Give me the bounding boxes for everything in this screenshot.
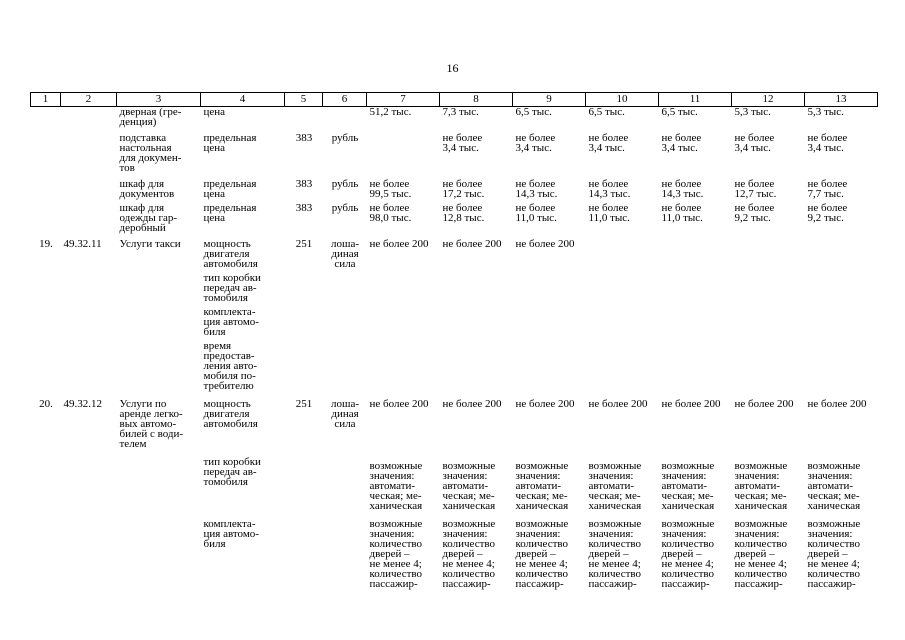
cell-c3 bbox=[117, 303, 201, 337]
cell-c6: рубль bbox=[331, 178, 359, 190]
cell-c4: мощность двигателя автомобиля bbox=[203, 238, 258, 270]
cell-value-12: не более 12,7 тыс. bbox=[734, 178, 777, 200]
cell-value-11: возможные значения: количество дверей – не менее 4; количество пассажир- bbox=[661, 518, 715, 590]
cell-value-8: 7,3 тыс. bbox=[442, 106, 479, 118]
cell-value-13 bbox=[805, 233, 878, 269]
table-row bbox=[31, 173, 878, 199]
requirements-table bbox=[30, 92, 878, 589]
cell-c2 bbox=[61, 303, 117, 337]
cell-c3 bbox=[117, 511, 201, 589]
header-cell-1: 1 bbox=[31, 93, 61, 107]
cell-value-7: не более 200 bbox=[369, 238, 429, 250]
cell-value-8: не более 12,8 тыс. bbox=[442, 202, 485, 224]
table-row bbox=[31, 107, 878, 128]
cell-c3: шкаф для одежды гар- деробный bbox=[119, 202, 178, 234]
cell-c3: Услуги такси bbox=[119, 238, 181, 250]
cell-value-9: не более 200 bbox=[515, 398, 575, 410]
cell-value-12 bbox=[732, 303, 805, 337]
cell-c1 bbox=[31, 303, 61, 337]
cell-value-8 bbox=[440, 303, 513, 337]
cell-value-10 bbox=[586, 233, 659, 269]
cell-value-8: не более 200 bbox=[442, 238, 502, 250]
cell-c6 bbox=[323, 107, 367, 128]
cell-c2 bbox=[61, 511, 117, 589]
cell-value-7 bbox=[367, 269, 440, 303]
cell-c6 bbox=[323, 337, 367, 391]
cell-value-9 bbox=[513, 303, 586, 337]
cell-c6: рубль bbox=[331, 202, 359, 214]
header-cell-2: 2 bbox=[61, 93, 117, 107]
cell-c2 bbox=[61, 449, 117, 511]
cell-c6 bbox=[323, 269, 367, 303]
cell-value-9: возможные значения: количество дверей – не менее 4; количество пассажир- bbox=[515, 518, 569, 590]
cell-c4: цена bbox=[203, 106, 226, 118]
cell-value-7: не более 200 bbox=[369, 398, 429, 410]
cell-value-8 bbox=[440, 337, 513, 391]
cell-value-12: 5,3 тыс. bbox=[734, 106, 771, 118]
cell-c2 bbox=[61, 269, 117, 303]
header-cell-7: 7 bbox=[367, 93, 440, 107]
cell-c5: 251 bbox=[295, 238, 313, 250]
cell-value-11 bbox=[659, 337, 732, 391]
cell-value-7: не более 98,0 тыс. bbox=[369, 202, 412, 224]
header-cell-10: 10 bbox=[586, 93, 659, 107]
header-cell-5: 5 bbox=[285, 93, 323, 107]
cell-value-12 bbox=[732, 337, 805, 391]
cell-value-12: возможные значения: количество дверей – не менее 4; количество пассажир- bbox=[734, 518, 788, 590]
cell-c1 bbox=[31, 511, 61, 589]
cell-value-9: возможные значения: автомати- ческая; ме- ханическая bbox=[515, 460, 569, 512]
cell-c6 bbox=[323, 511, 367, 589]
cell-c1 bbox=[31, 127, 61, 173]
table-row bbox=[31, 269, 878, 303]
cell-value-8: не более 3,4 тыс. bbox=[442, 132, 483, 154]
cell-c2 bbox=[61, 173, 117, 199]
cell-value-8: возможные значения: автомати- ческая; ме- ханическая bbox=[442, 460, 496, 512]
cell-c1 bbox=[31, 199, 61, 233]
cell-value-10: не более 14,3 тыс. bbox=[588, 178, 631, 200]
cell-c3: подставка настольная для докумен- тов bbox=[119, 132, 182, 174]
cell-value-9: не более 200 bbox=[515, 238, 575, 250]
cell-c3: Услуги по аренде легко- вых автомо- билей с води- телем bbox=[119, 398, 184, 450]
cell-c2: 49.32.11 bbox=[63, 238, 102, 250]
table-row bbox=[31, 391, 878, 449]
cell-c1 bbox=[31, 107, 61, 128]
cell-c5 bbox=[285, 303, 323, 337]
cell-value-11: не более 3,4 тыс. bbox=[661, 132, 702, 154]
cell-value-7: возможные значения: автомати- ческая; ме- ханическая bbox=[369, 460, 423, 512]
cell-value-9: 6,5 тыс. bbox=[515, 106, 552, 118]
cell-value-13: не более 3,4 тыс. bbox=[807, 132, 848, 154]
cell-value-11: не более 11,0 тыс. bbox=[661, 202, 703, 224]
cell-value-8 bbox=[440, 269, 513, 303]
cell-c2 bbox=[61, 337, 117, 391]
cell-c4: мощность двигателя автомобиля bbox=[203, 398, 258, 430]
header-cell-3: 3 bbox=[117, 93, 201, 107]
cell-c3: дверная (гре- денция) bbox=[119, 106, 182, 128]
cell-value-8: не более 17,2 тыс. bbox=[442, 178, 485, 200]
cell-value-11: не более 14,3 тыс. bbox=[661, 178, 704, 200]
cell-c3 bbox=[117, 269, 201, 303]
header-row bbox=[31, 93, 878, 107]
cell-value-7: не более 99,5 тыс. bbox=[369, 178, 412, 200]
header-cell-9: 9 bbox=[513, 93, 586, 107]
cell-value-12: возможные значения: автомати- ческая; ме- ханическая bbox=[734, 460, 788, 512]
cell-c4: комплекта- ция автомо- биля bbox=[203, 518, 259, 550]
cell-c5 bbox=[285, 449, 323, 511]
cell-value-13: не более 200 bbox=[807, 398, 867, 410]
table-row bbox=[31, 233, 878, 269]
cell-value-9: не более 14,3 тыс. bbox=[515, 178, 558, 200]
cell-value-10: не более 11,0 тыс. bbox=[588, 202, 630, 224]
cell-value-7 bbox=[367, 303, 440, 337]
cell-c5: 383 bbox=[295, 178, 313, 190]
cell-c1 bbox=[31, 173, 61, 199]
cell-c2: 49.32.12 bbox=[63, 398, 102, 410]
cell-value-11: возможные значения: автомати- ческая; ме- ханическая bbox=[661, 460, 715, 512]
header-cell-6: 6 bbox=[323, 93, 367, 107]
cell-value-13 bbox=[805, 269, 878, 303]
cell-value-12 bbox=[732, 269, 805, 303]
cell-c6: лоша- диная сила bbox=[330, 238, 359, 270]
header-cell-13: 13 bbox=[805, 93, 878, 107]
cell-value-9 bbox=[513, 337, 586, 391]
cell-value-10 bbox=[586, 269, 659, 303]
cell-value-9 bbox=[513, 269, 586, 303]
cell-value-11 bbox=[659, 303, 732, 337]
cell-c4: тип коробки передач ав- томобиля bbox=[203, 272, 261, 304]
cell-c5 bbox=[285, 511, 323, 589]
cell-value-12 bbox=[732, 233, 805, 269]
cell-c1: 20. bbox=[39, 398, 53, 410]
cell-value-8: возможные значения: количество дверей – не менее 4; количество пассажир- bbox=[442, 518, 496, 590]
header-cell-12: 12 bbox=[732, 93, 805, 107]
cell-value-11: не более 200 bbox=[661, 398, 721, 410]
cell-value-7 bbox=[367, 127, 440, 173]
table-row bbox=[31, 449, 878, 511]
cell-c4: предельная цена bbox=[203, 202, 257, 224]
cell-c3: шкаф для документов bbox=[119, 178, 175, 200]
table-body bbox=[31, 93, 878, 590]
cell-c3 bbox=[117, 337, 201, 391]
cell-c4: время предостав- ления авто- мобиля по- требителю bbox=[203, 340, 258, 392]
table-row bbox=[31, 511, 878, 589]
table-row bbox=[31, 303, 878, 337]
cell-c1: 19. bbox=[39, 238, 53, 250]
cell-c2 bbox=[61, 107, 117, 128]
cell-value-10: возможные значения: количество дверей – не менее 4; количество пассажир- bbox=[588, 518, 642, 590]
cell-c6 bbox=[323, 449, 367, 511]
cell-value-13: 5,3 тыс. bbox=[807, 106, 844, 118]
page-number: 16 bbox=[446, 61, 459, 75]
cell-value-8: не более 200 bbox=[442, 398, 502, 410]
cell-value-12: не более 3,4 тыс. bbox=[734, 132, 775, 154]
cell-c6 bbox=[323, 303, 367, 337]
cell-value-13: не более 9,2 тыс. bbox=[807, 202, 848, 224]
cell-value-11 bbox=[659, 233, 732, 269]
cell-c5: 383 bbox=[295, 132, 313, 144]
header-cell-4: 4 bbox=[201, 93, 285, 107]
cell-c5: 251 bbox=[295, 398, 313, 410]
table-row bbox=[31, 127, 878, 173]
cell-value-13 bbox=[805, 337, 878, 391]
table-row bbox=[31, 199, 878, 233]
cell-c2 bbox=[61, 199, 117, 233]
cell-value-10: возможные значения: автомати- ческая; ме- ханическая bbox=[588, 460, 642, 512]
cell-c1 bbox=[31, 337, 61, 391]
cell-c5 bbox=[285, 269, 323, 303]
cell-value-13: возможные значения: количество дверей – не менее 4; количество пассажир- bbox=[807, 518, 861, 590]
cell-value-13 bbox=[805, 303, 878, 337]
cell-value-10 bbox=[586, 303, 659, 337]
cell-c6: рубль bbox=[331, 132, 359, 144]
cell-value-13: возможные значения: автомати- ческая; ме- ханическая bbox=[807, 460, 861, 512]
cell-value-11 bbox=[659, 269, 732, 303]
cell-c4: тип коробки передач ав- томобиля bbox=[203, 456, 261, 488]
cell-c2 bbox=[61, 127, 117, 173]
cell-value-12: не более 9,2 тыс. bbox=[734, 202, 775, 224]
cell-c1 bbox=[31, 269, 61, 303]
cell-value-7: возможные значения: количество дверей – не менее 4; количество пассажир- bbox=[369, 518, 423, 590]
cell-value-7 bbox=[367, 337, 440, 391]
cell-value-12: не более 200 bbox=[734, 398, 794, 410]
cell-c4: комплекта- ция автомо- биля bbox=[203, 306, 259, 338]
cell-c3 bbox=[117, 449, 201, 511]
cell-value-9: не более 11,0 тыс. bbox=[515, 202, 557, 224]
cell-c6: лоша- диная сила bbox=[330, 398, 359, 430]
cell-c4: предельная цена bbox=[203, 132, 257, 154]
table-row bbox=[31, 337, 878, 391]
cell-c1 bbox=[31, 449, 61, 511]
cell-value-10 bbox=[586, 337, 659, 391]
header-cell-11: 11 bbox=[659, 93, 732, 107]
cell-c4: предельная цена bbox=[203, 178, 257, 200]
cell-value-13: не более 7,7 тыс. bbox=[807, 178, 848, 200]
cell-c5: 383 bbox=[295, 202, 313, 214]
cell-c5 bbox=[285, 107, 323, 128]
cell-value-9: не более 3,4 тыс. bbox=[515, 132, 556, 154]
cell-c5 bbox=[285, 337, 323, 391]
cell-value-10: не более 200 bbox=[588, 398, 648, 410]
header-cell-8: 8 bbox=[440, 93, 513, 107]
cell-value-10: 6,5 тыс. bbox=[588, 106, 625, 118]
cell-value-10: не более 3,4 тыс. bbox=[588, 132, 629, 154]
cell-value-7: 51,2 тыс. bbox=[369, 106, 412, 118]
cell-value-11: 6,5 тыс. bbox=[661, 106, 698, 118]
